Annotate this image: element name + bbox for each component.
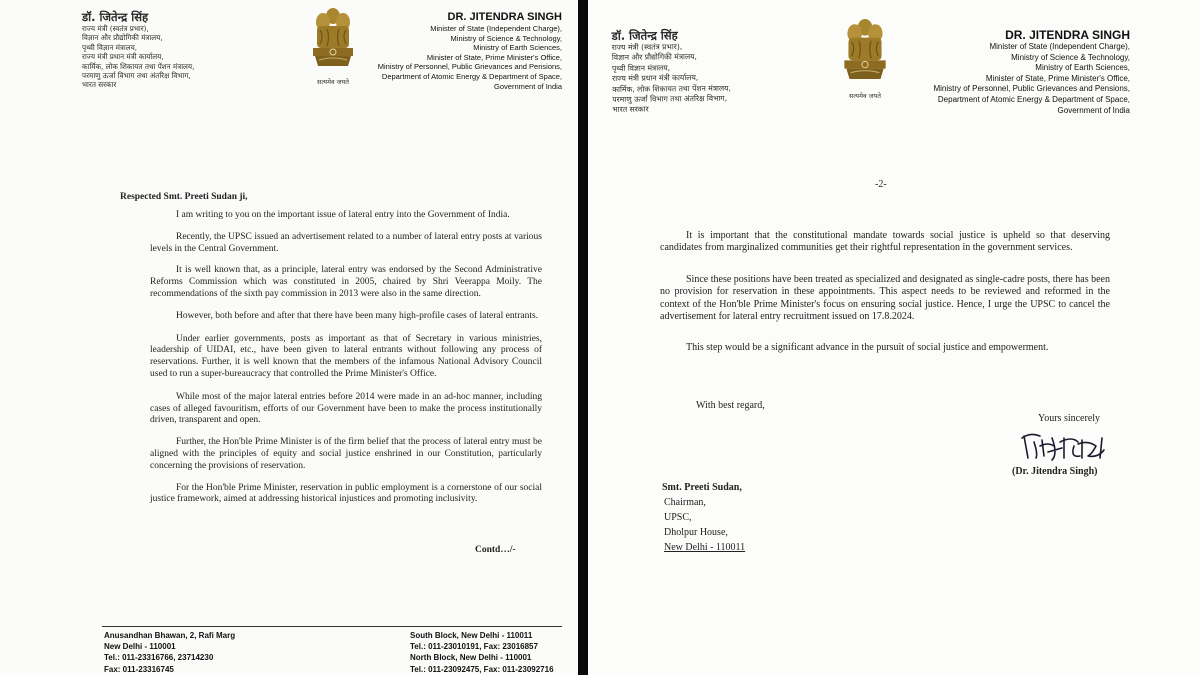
english-line: Ministry of Science & Technology, [450,33,562,43]
addressee-line: UPSC, [664,512,692,523]
hindi-line: परमाणु ऊर्जा विभाग तथा अंतरिक्ष विभाग, [82,71,191,81]
english-name: DR. JITENDRA SINGH [447,11,562,23]
page-number: -2- [875,179,887,190]
footer-address-right [410,630,554,675]
handwritten-signature-icon [1018,428,1118,468]
hindi-name: डॉ. जितेन्द्र सिंह [82,10,149,24]
footer-line: North Block, New Delhi - 110001 [410,653,532,663]
english-line: Minister of State (Independent Charge), [989,42,1130,51]
lion-capital-icon [303,2,363,72]
english-line: Ministry of Earth Sciences, [1035,63,1130,73]
hindi-letterhead [82,10,232,90]
addressee-line: Chairman, [664,497,706,508]
english-line: Ministry of Personnel, Public Grievances and Pensions, [933,84,1130,94]
salutation: Respected Smt. Preeti Sudan ji, [120,192,248,202]
hindi-line: राज्य मंत्री प्रधान मंत्री कार्यालय, [612,73,699,84]
letter-body-page-2 [660,230,1110,355]
english-line: Government of India [494,81,562,91]
hindi-line: राज्य मंत्री प्रधान मंत्री कार्यालय, [82,52,164,62]
addressee-block [662,480,745,555]
page-divider [578,0,588,675]
closing-line: With best regard, [696,400,765,411]
footer-line: Tel.: 011-23092475, Fax: 011-23092716 [410,664,554,674]
english-letterhead [362,10,562,91]
national-emblem [834,12,896,98]
hindi-line: कार्मिक, लोक शिकायत तथा पेंशन मंत्रालय, [82,61,195,71]
footer-rule [102,626,562,627]
body-paragraph: I am writing to you on the important issue of lateral entry into the Government of India. [176,210,510,220]
english-letterhead [918,28,1130,116]
hindi-line: पृथ्वी विज्ञान मंत्रालय, [611,63,671,73]
english-line: Government of India [1057,105,1130,115]
signatory-name: (Dr. Jitendra Singh) [1012,466,1098,477]
addressee-line: New Delhi - 110011 [664,542,746,553]
hindi-name: डॉ. जितेन्द्र सिंह [611,28,678,43]
hindi-line: पृथ्वी विज्ञान मंत्रालय, [82,42,138,52]
hindi-line: भारत सरकार [82,80,117,90]
hindi-line: विज्ञान और प्रौद्योगिकी मंत्रालय, [82,33,163,43]
lion-capital-icon [834,12,896,86]
footer-line: South Block, New Delhi - 110011 [410,631,533,640]
body-paragraph: It is well known that, as a principle, lateral entry was endorsed by the Second Administrative Reforms Commission which was constituted in 2005, chaired by Shri Veerappa Moily. The recommendations of the sixth pay commission in 2013 were also in the same direction. [150,265,542,299]
hindi-line: कार्मिक, लोक शिकायत तथा पेंशन मंत्रालय, [612,83,731,94]
body-paragraph: This step would be a significant advance in the pursuit of social justice and empowerment. [686,342,1049,354]
emblem-motto: सत्यमेव जयते [317,78,349,86]
english-line: Department of Atomic Energy & Department of Space, [381,71,562,81]
letter-page-1 [0,0,578,675]
english-line: Ministry of Personnel, Public Grievances and Pensions, [377,62,562,72]
footer-address-left [104,630,235,675]
hindi-line: भारत सरकार [612,104,649,115]
hindi-line: परमाणु ऊर्जा विभाग तथा अंतरिक्ष विभाग, [612,93,728,104]
hindi-letterhead [612,27,783,116]
english-name: DR. JITENDRA SINGH [1005,28,1130,42]
footer-line: Anusandhan Bhawan, 2, Rafi Marg [104,631,236,640]
english-line: Department of Atomic Energy & Department of Space, [937,94,1130,104]
signature [1018,428,1118,468]
yours-sincerely: Yours sincerely [1038,413,1101,424]
hindi-line: राज्य मंत्री (स्वतंत्र प्रभार), [611,42,683,52]
hindi-line: राज्य मंत्री (स्वतंत्र प्रभार), [82,24,149,33]
footer-line: New Delhi - 110001 [104,642,176,652]
hindi-line: विज्ञान और प्रौद्योगिकी मंत्रालय, [611,52,698,63]
footer-line: Fax: 011-23316745 [104,664,174,674]
english-line: Minister of State, Prime Minister's Office, [426,52,562,62]
body-paragraph: However, both before and after that there have been many high-profile cases of lateral entrants. [176,310,539,321]
addressee-name: Smt. Preeti Sudan, [662,482,742,493]
body-paragraph: Since these positions have been treated as specialized and designated as single-cadre posts, there has been no provision for reservation in these appointments. This aspect needs to be reviewed and reformed in the context of the Hon'ble Prime Minister's focus on ensuring social justice. Hence, I urge the UPSC to cancel the advertisement for lateral entry recruitment issued on 17.8.2024. [660,273,1110,323]
english-line: Ministry of Science & Technology, [1011,52,1130,62]
body-paragraph: While most of the major lateral entries before 2014 were made in an ad-hoc manner, including cases of alleged favouritism, efforts of our Government have been to make the process institutionally driven, transparent and open. [150,391,542,426]
footer-line: Tel.: 011-23010191, Fax: 23016857 [410,642,538,652]
body-paragraph: Recently, the UPSC issued an advertisement related to a number of lateral entry posts at various levels in the Central Government. [150,231,542,254]
body-paragraph: Further, the Hon'ble Prime Minister is of the firm belief that the process of lateral entry must be aligned with the principles of equity and social justice enshrined in our Constitution, particularly concerning the provisions of reservation. [150,437,542,471]
emblem-motto: सत्यमेव जयते [849,92,881,100]
letter-body-page-1 [150,210,542,506]
continued-marker: Contd…/- [475,545,516,555]
body-paragraph: It is important that the constitutional mandate towards social justice is upheld so that deserving candidates from marginalized communities get their rightful representation in the government services. [660,230,1110,254]
body-paragraph: For the Hon'ble Prime Minister, reservation in public employment is a cornerstone of our social justice framework, aimed at addressing historical injustices and promoting inclusivity. [150,482,542,505]
letter-page-2 [588,0,1200,675]
body-paragraph: Under earlier governments, posts as important as that of Secretary in various ministries, leadership of UIDAI, etc., have been given to lateral entrants without following any process of reservations. Further, it is well known that the members of the infamous National Advisory Council used to run a super-bureaucracy that controlled the Prime Minister's Office. [150,333,542,379]
addressee-line: Dholpur House, [664,527,728,538]
footer-line: Tel.: 011-23316766, 23714230 [104,653,214,663]
national-emblem [303,2,363,86]
english-line: Minister of State, Prime Minister's Office, [985,73,1130,83]
english-line: Ministry of Earth Sciences, [473,43,562,53]
english-line: Minister of State (Independent Charge), [430,24,562,33]
